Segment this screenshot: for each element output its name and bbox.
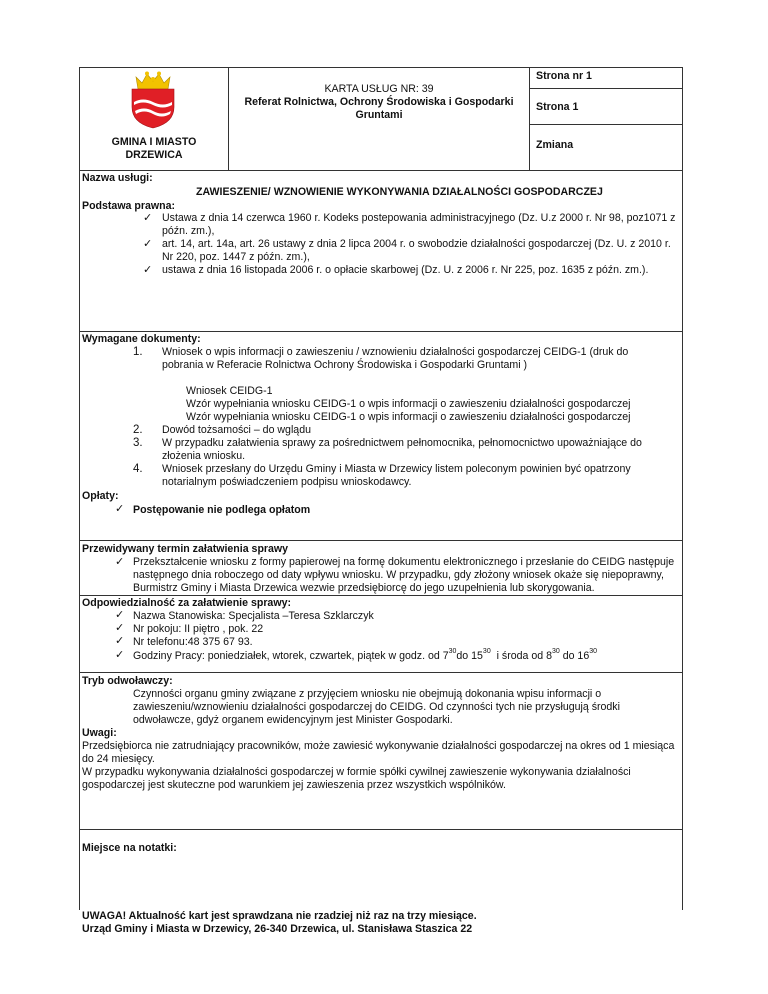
- section-divider: [79, 331, 683, 332]
- header-divider: [529, 88, 683, 89]
- doc-sub-item: Wzór wypełniania wniosku CEIDG-1 o wpis informacji o zawieszeniu działalności gospodarczej: [186, 398, 631, 410]
- page-value: Strona 1: [536, 101, 579, 113]
- office-hours-text: Godziny Pracy: poniedziałek, wtorek, czwartek, piątek w godz. od 7: [133, 650, 449, 662]
- coat-of-arms-icon: [118, 69, 188, 129]
- crown-icon: [136, 72, 170, 90]
- remarks-paragraph: W przypadku wykonywania działalności gospodarczej w formie spółki cywilnej zawieszenie wykonywania działalności gospodarczej jest skuteczne pod warunkiem jej zawieszenia przez wszystkich wspólników.: [82, 766, 631, 791]
- page-label: Strona nr 1: [536, 70, 592, 82]
- check-icon: ✓: [115, 621, 125, 634]
- check-icon: ✓: [143, 263, 153, 276]
- footer-notice: UWAGA! Aktualność kart jest sprawdzana nie rzadziej niż raz na trzy miesiące.: [82, 910, 477, 922]
- office-name: GMINA I MIASTO DRZEWICA: [111, 136, 197, 161]
- deadline-text: Przekształcenie wniosku z formy papierowej na formę dokumentu elektronicznego i przesłanie do CEIDG następuje następnego dnia roboczego od daty wpływu wniosku. W przypadku, gdy złożony wniosek okaże się niepoprawny, Burmistrz Gminy i Miasta Drzewica wezwie przedsiębiorcę do jego uzupełnienia lub skorygowania.: [133, 556, 675, 594]
- check-icon: ✓: [115, 634, 125, 647]
- documents-label: Wymagane dokumenty:: [82, 333, 201, 345]
- doc-number: 2.: [133, 424, 143, 436]
- doc-number: 1.: [133, 346, 143, 358]
- office-hours-text: do 16: [559, 650, 590, 662]
- card-title: KARTA USŁUG NR: 39: [324, 83, 434, 95]
- check-icon: ✓: [143, 211, 153, 224]
- notes-label: Miejsce na notatki:: [82, 842, 177, 854]
- legal-basis-item: Ustawa z dnia 14 czerwca 1960 r. Kodeks postepowania administracyjnego (Dz. U.z 2000 r. Nr 98, poz1071 z późn. zm.),: [162, 212, 676, 237]
- check-icon: ✓: [115, 608, 125, 621]
- appeal-label: Tryb odwoławczy:: [82, 675, 173, 687]
- change-label: Zmiana: [536, 139, 574, 151]
- doc-item: Dowód tożsamości – do wglądu: [162, 424, 311, 436]
- footer-address: Urząd Gminy i Miasta w Drzewicy, 26-340 Drzewica, ul. Stanisława Staszica 22: [82, 923, 473, 935]
- header-divider: [529, 124, 683, 125]
- doc-item: W przypadku załatwienia sprawy za pośrednictwem pełnomocnika, pełnomocnictwo upoważniające do złożenia wniosku.: [162, 437, 642, 462]
- legal-basis-item: ustawa z dnia 16 listopada 2006 r. o opłacie skarbowej (Dz. U. z 2006 r. Nr 225, poz. 1635 z późn. zm.).: [162, 264, 649, 276]
- hour-minutes: 30: [551, 648, 560, 655]
- service-label: Nazwa usługi:: [82, 172, 153, 184]
- hour-minutes: 30: [589, 648, 598, 655]
- hour-minutes: 30: [448, 648, 457, 655]
- section-divider: [79, 672, 683, 673]
- legal-basis-label: Podstawa prawna:: [82, 200, 176, 212]
- check-icon: ✓: [115, 555, 125, 568]
- hour-minutes: 30: [482, 648, 491, 655]
- legal-basis-item: art. 14, art. 14a, art. 26 ustawy z dnia 2 lipca 2004 r. o swobodzie działalności gospodarczej (Dz. U. z 2010 r. Nr 220, poz. 1447 z późn. zm.),: [162, 238, 671, 263]
- check-icon: ✓: [115, 502, 125, 515]
- doc-sub-item: Wniosek CEIDG-1: [186, 385, 273, 397]
- doc-sub-item: Wzór wypełniania wniosku CEIDG-1 o wpis informacji o zawieszeniu działalności gospodarczej: [186, 411, 631, 423]
- section-divider: [79, 540, 683, 541]
- check-icon: ✓: [143, 237, 153, 250]
- phone-number: Nr telefonu:48 375 67 93.: [133, 636, 253, 648]
- room-number: Nr pokoju: II piętro , pok. 22: [133, 623, 264, 635]
- department-name: Referat Rolnictwa, Ochrony Środowiska i Gospodarki Gruntami: [244, 96, 514, 121]
- section-divider: [79, 829, 683, 830]
- doc-item: Wniosek przesłany do Urzędu Gminy i Miasta w Drzewicy listem poleconym powinien być opatrzony notarialnym poświadczeniem podpisu wnioskodawcy.: [162, 463, 631, 488]
- doc-item: Wniosek o wpis informacji o zawieszeniu / wznowieniu działalności gospodarczej CEIDG-1 (druk do pobrania w Referacie Rolnictwa Ochrony Środowiska i Gospodarki Gruntami ): [162, 346, 629, 371]
- service-name: ZAWIESZENIE/ WZNOWIENIE WYKONYWANIA DZIAŁALNOŚCI GOSPODARCZEJ: [196, 186, 603, 198]
- check-icon: ✓: [115, 648, 125, 661]
- doc-number: 3.: [133, 437, 143, 449]
- doc-number: 4.: [133, 463, 143, 475]
- remarks-label: Uwagi:: [82, 727, 117, 739]
- section-divider: [79, 595, 683, 596]
- fees-label: Opłaty:: [82, 490, 119, 502]
- appeal-text: Czynności organu gminy związane z przyjęciem wniosku nie obejmują dokonania wpisu informacji o zawieszeniu/wznowieniu działalności gospodarczej do CEIDG. Od czynności tych nie przysługują środki odwoławcze, gdyż organem ewidencyjnym jest Minister Gospodarki.: [133, 688, 620, 726]
- position-name: Nazwa Stanowiska: Specjalista –Teresa Szklarczyk: [133, 610, 374, 622]
- office-hours: [133, 650, 597, 663]
- responsibility-label: Odpowiedzialność za załatwienie sprawy:: [82, 597, 291, 609]
- remarks-paragraph: Przedsiębiorca nie zatrudniający pracowników, może zawiesić wykonywanie działalności gospodarczej na okres od 1 miesiąca do 24 miesięcy.: [82, 740, 675, 765]
- fees-item: Postępowanie nie podlega opłatom: [133, 504, 311, 516]
- office-hours-text: i środa od 8: [490, 650, 552, 662]
- office-hours-text: do 15: [456, 650, 483, 662]
- deadline-label: Przewidywany termin załatwienia sprawy: [82, 543, 289, 555]
